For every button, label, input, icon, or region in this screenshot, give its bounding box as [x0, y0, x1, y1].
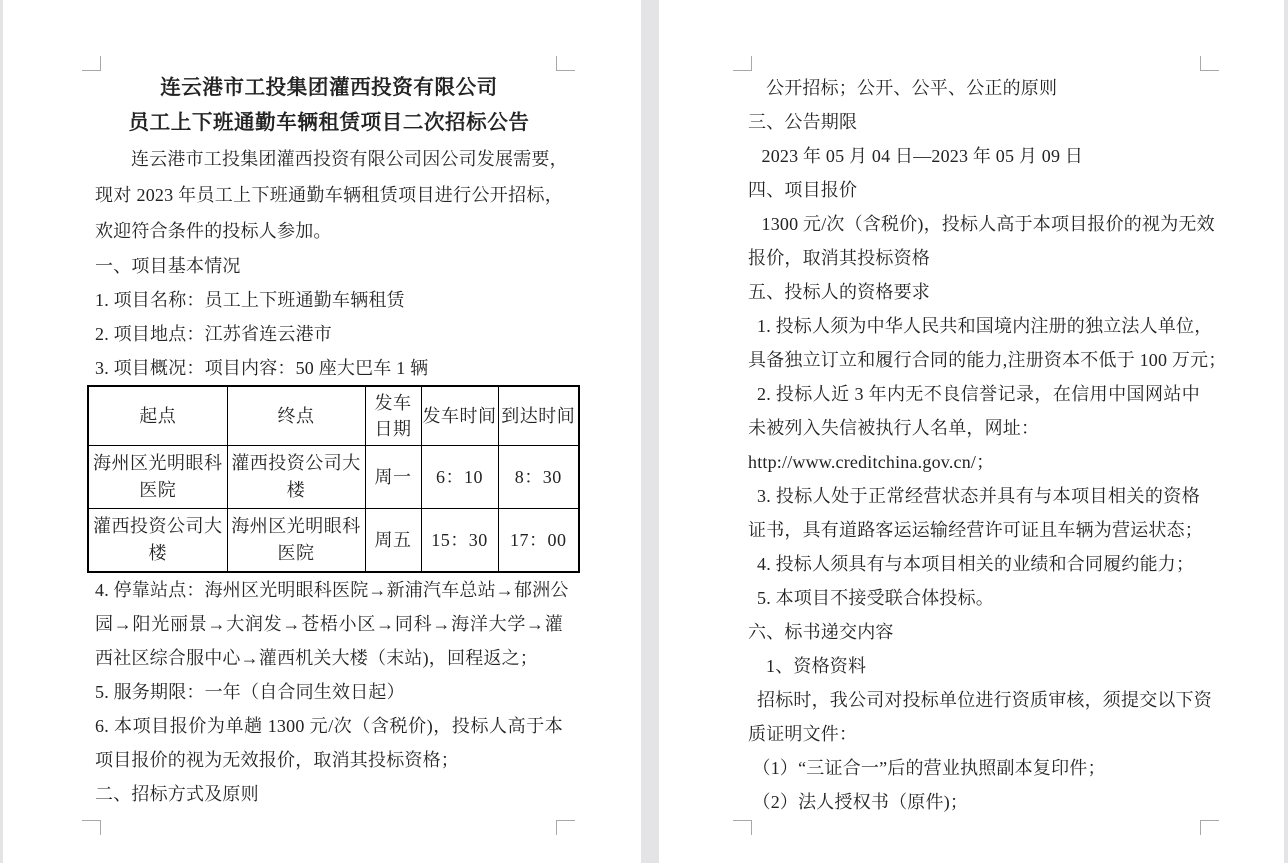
doc-line: 现对 2023 年员工上下班通勤车辆租赁项目进行公开招标，	[95, 185, 563, 205]
table-cell: 周一	[365, 446, 421, 509]
table-header-row	[88, 386, 579, 446]
doc-line: 2. 项目地点：江苏省连云港市	[95, 324, 332, 344]
section-heading: 六、标书递交内容	[748, 622, 894, 642]
table-cell: 灌西投资公司大楼	[227, 446, 365, 509]
margin-crop-mark	[733, 56, 752, 71]
section-heading: 四、项目报价	[748, 180, 858, 200]
doc-line: 园→阳光丽景→大润发→苍梧小区→同科→海洋大学→灌	[95, 614, 563, 634]
section-heading: 三、公告期限	[748, 112, 858, 132]
table-row	[88, 446, 579, 509]
table-cell: 海州区光明眼科医院	[227, 509, 365, 573]
margin-crop-mark	[1200, 820, 1219, 835]
doc-line: 4. 停靠站点：海州区光明眼科医院→新浦汽车总站→郁洲公	[95, 580, 569, 600]
doc-line: 证书，具有道路客运运输经营许可证且车辆为营运状态；	[748, 520, 1203, 540]
section-heading: 一、项目基本情况	[95, 256, 241, 276]
table-header-cell: 起点	[88, 386, 227, 446]
doc-line: 5. 本项目不接受联合体投标。	[757, 588, 994, 608]
table-header-cell: 到达时间	[498, 386, 579, 446]
table-cell: 17：00	[498, 509, 579, 573]
page-right	[659, 0, 1284, 863]
commute-schedule-table	[87, 385, 580, 573]
doc-line: 报价，取消其投标资格	[748, 248, 930, 268]
doc-line: 2023 年 05 月 04 日—2023 年 05 月 09 日	[761, 146, 1084, 166]
doc-title-line: 连云港市工投集团灌西投资有限公司	[160, 77, 498, 99]
doc-line: 未被列入失信被执行人名单，网址：	[748, 418, 1040, 438]
doc-line: 3. 项目概况：项目内容：50 座大巴车 1 辆	[95, 358, 429, 378]
website-url: http://www.creditchina.gov.cn/；	[748, 452, 995, 472]
table-cell: 周五	[365, 509, 421, 573]
table-header-cell: 终点	[227, 386, 365, 446]
doc-line: 1. 投标人须为中华人民共和国境内注册的独立法人单位，	[757, 316, 1213, 336]
doc-line: 4. 投标人须具有与本项目相关的业绩和合同履约能力；	[757, 554, 1195, 574]
doc-line: 具备独立订立和履行合同的能力,注册资本不低于 100 万元；	[748, 350, 1227, 370]
table-cell: 8：30	[498, 446, 579, 509]
margin-crop-mark	[556, 820, 575, 835]
table-header-cell: 发车日期	[365, 386, 421, 446]
table-cell: 15：30	[421, 509, 498, 573]
doc-line: 2. 投标人近 3 年内无不良信誉记录，在信用中国网站中	[757, 384, 1200, 404]
page-left-text-area	[93, 71, 576, 811]
doc-line: 6. 本项目报价为单趟 1300 元/次（含税价)，投标人高于本	[95, 716, 563, 736]
doc-line: 公开招标；公开、公平、公正的原则	[766, 78, 1058, 98]
table-header-cell: 发车时间	[421, 386, 498, 446]
doc-line: （1）“三证合一”后的营业执照副本复印件；	[752, 758, 1106, 778]
table-cell: 灌西投资公司大楼	[88, 509, 227, 573]
margin-crop-mark	[82, 820, 101, 835]
table-cell: 6：10	[421, 446, 498, 509]
doc-line: 连云港市工投集团灌西投资有限公司因公司发展需要，	[131, 149, 568, 169]
section-heading: 五、投标人的资格要求	[748, 282, 930, 302]
table-row	[88, 509, 579, 573]
doc-line: 招标时，我公司对投标单位进行资质审核，须提交以下资	[757, 690, 1212, 710]
doc-line: 3. 投标人处于正常经营状态并具有与本项目相关的资格	[757, 486, 1200, 506]
margin-crop-mark	[556, 56, 575, 71]
margin-crop-mark	[733, 820, 752, 835]
doc-line: 1300 元/次（含税价)，投标人高于本项目报价的视为无效	[761, 214, 1215, 234]
page-left	[3, 0, 641, 863]
doc-line: 欢迎符合条件的投标人参加。	[95, 221, 332, 241]
doc-title-line: 员工上下班通勤车辆租赁项目二次招标公告	[128, 112, 530, 134]
page-right-text-area	[748, 71, 1227, 819]
doc-line: 1. 项目名称：员工上下班通勤车辆租赁	[95, 290, 405, 310]
doc-line: 1、资格资料	[766, 656, 867, 676]
margin-crop-mark	[1200, 56, 1219, 71]
doc-line: 5. 服务期限：一年（自合同生效日起）	[95, 682, 405, 702]
table-cell: 海州区光明眼科医院	[88, 446, 227, 509]
doc-line: 质证明文件：	[748, 724, 858, 744]
doc-line: 项目报价的视为无效报价，取消其投标资格；	[95, 750, 459, 770]
margin-crop-mark	[82, 56, 101, 71]
section-heading: 二、招标方式及原则	[95, 784, 259, 804]
doc-line: 西社区综合服中心→灌西机关大楼（末站)，回程返之；	[95, 648, 538, 668]
doc-line: （2）法人授权书（原件)；	[752, 792, 969, 812]
